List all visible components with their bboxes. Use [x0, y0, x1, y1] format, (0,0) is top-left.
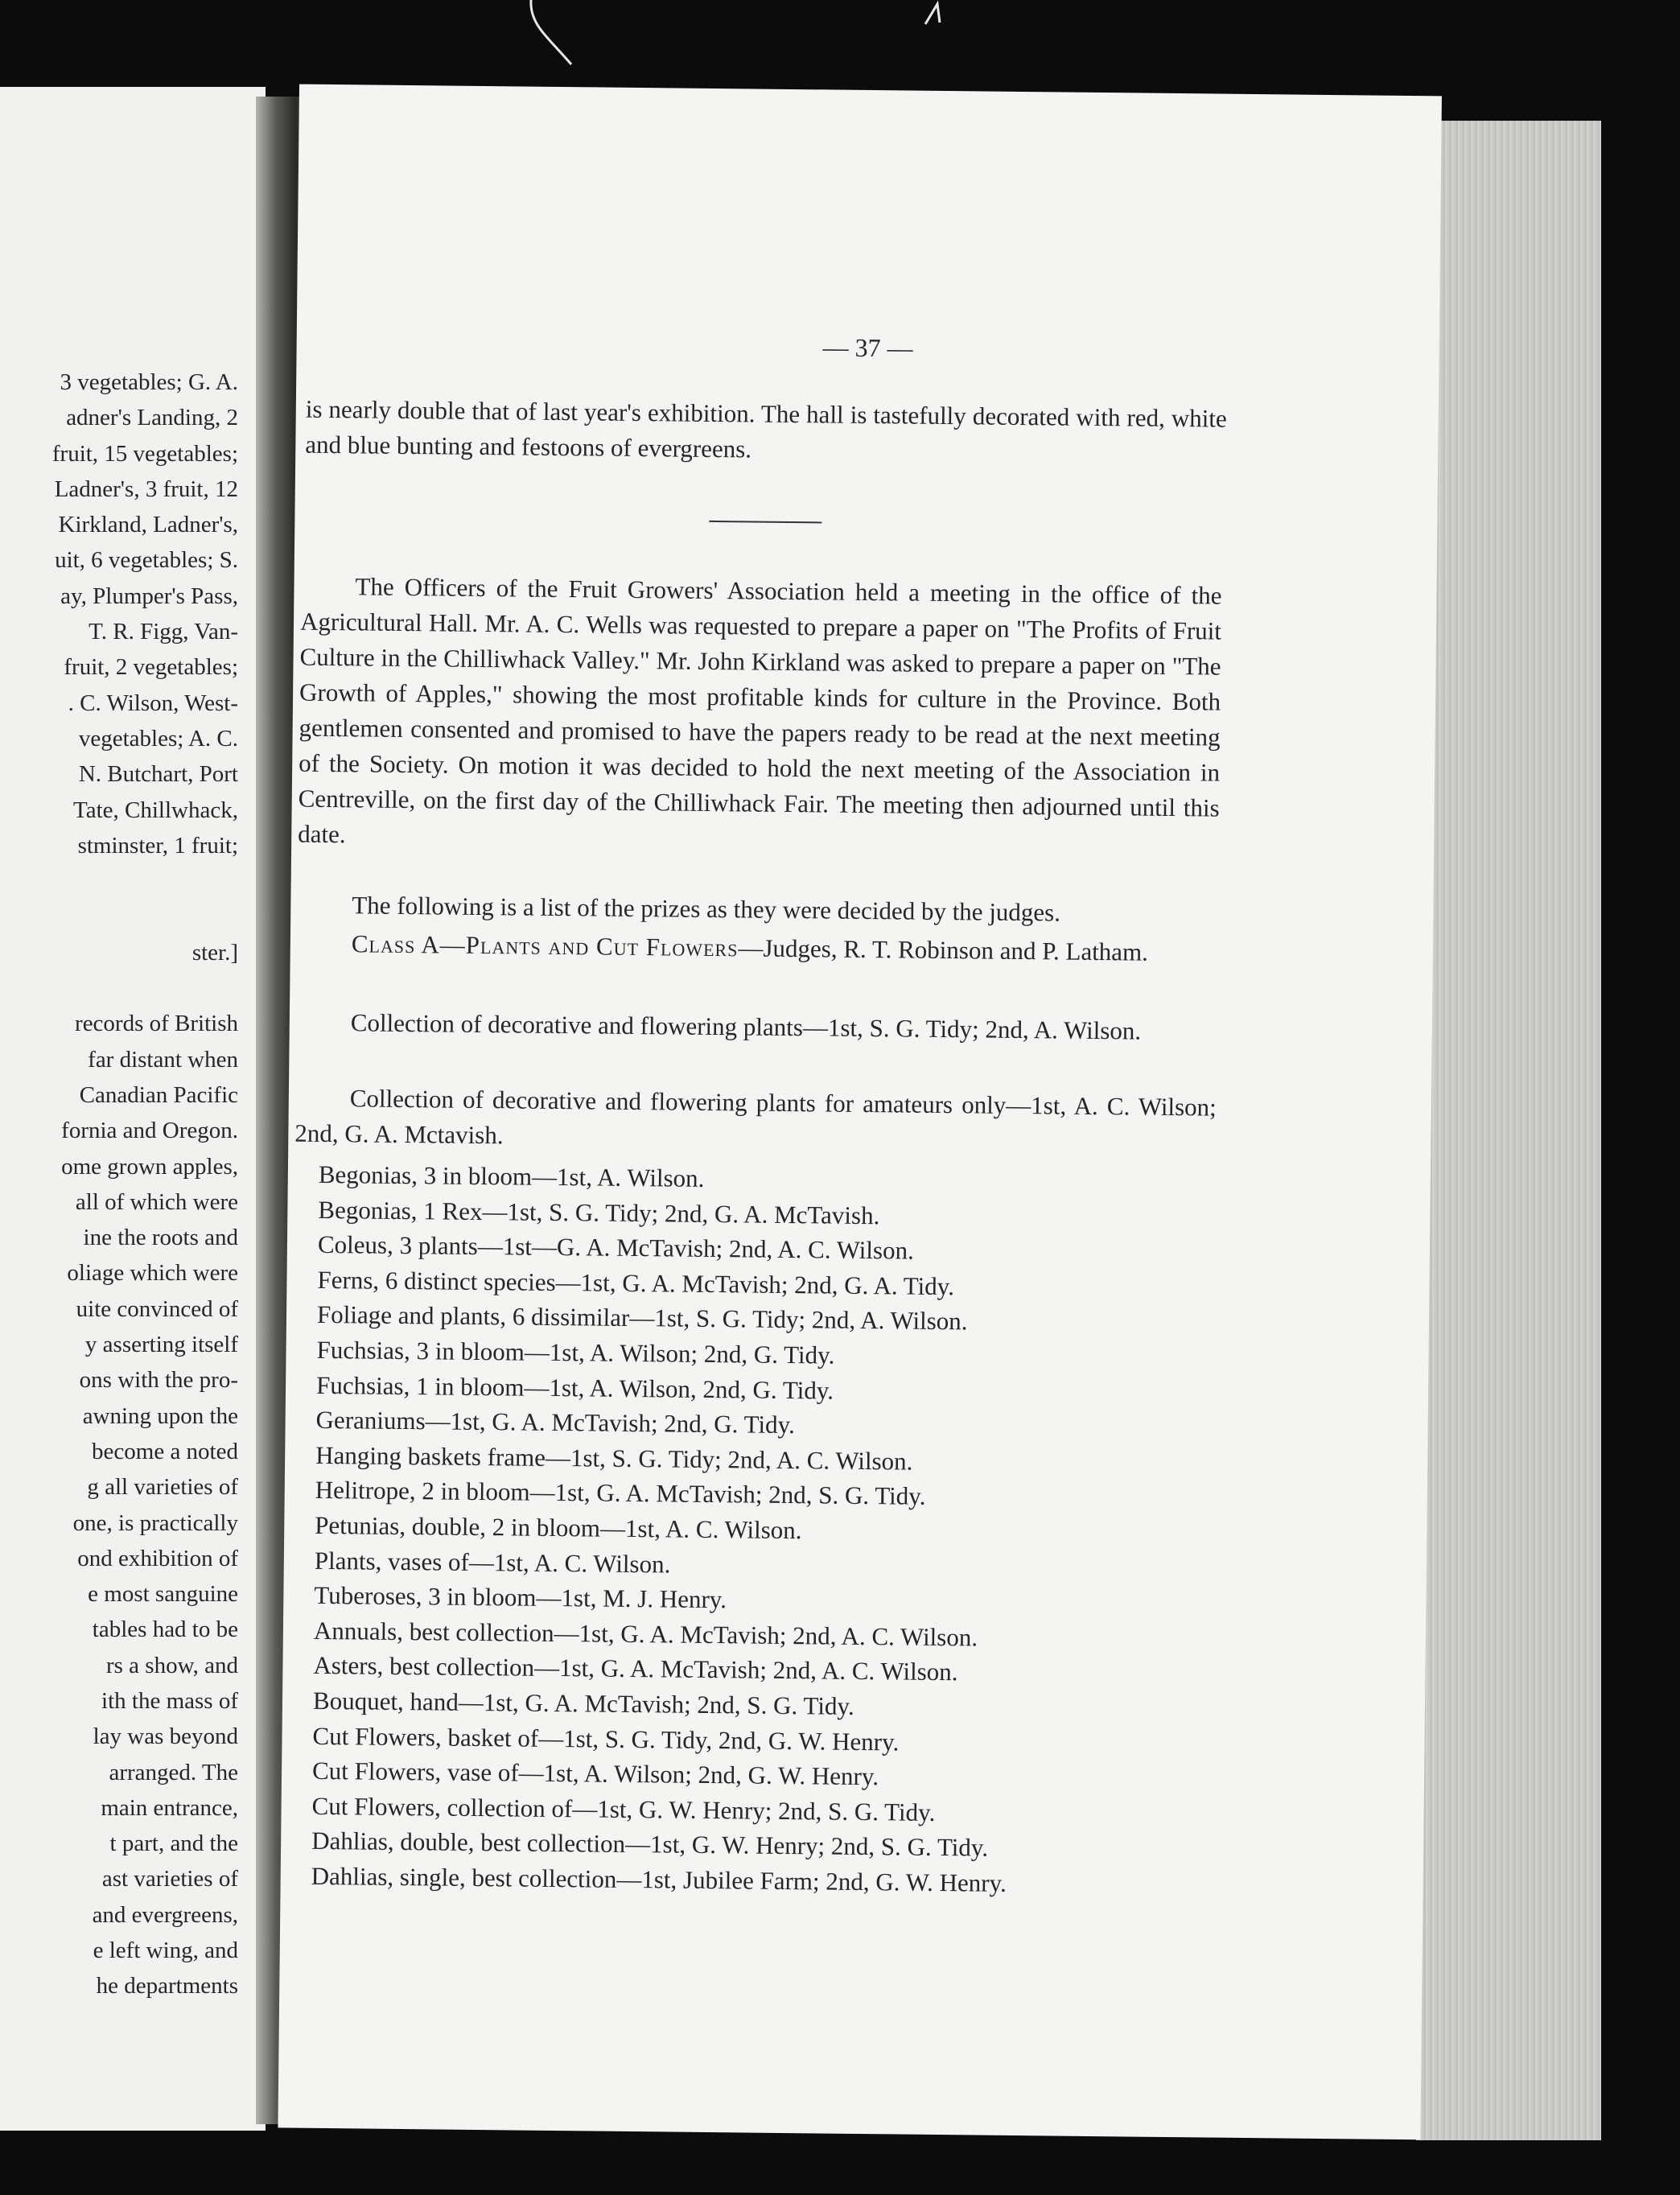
left-page-line: T. R. Figg, Van-	[89, 619, 238, 645]
left-page-line: uite convinced of	[76, 1295, 238, 1322]
left-page-line: g all varieties of	[87, 1474, 238, 1501]
class-a-heading	[297, 926, 1218, 971]
left-page-line: e most sanguine	[88, 1581, 238, 1608]
prize-entry: Dahlias, single, best collection—1st, Jubilee Farm; 2nd, G. W. Henry.	[311, 1861, 1007, 1897]
class-heading-title: Class A—Plants and Cut Flowers	[351, 929, 739, 962]
prize-entry: Dahlias, double, best collection—1st, G. W. Henry; 2nd, S. G. Tidy.	[311, 1826, 989, 1863]
left-page-line	[0, 863, 238, 899]
class-heading-judges: —Judges, R. T. Robinson and P. Latham.	[738, 933, 1149, 966]
left-page-line: he departments	[96, 1973, 238, 1999]
left-page	[0, 87, 266, 2131]
left-page-line: ond exhibition of	[77, 1545, 238, 1571]
left-page-line: all of which were	[75, 1188, 238, 1215]
prize-entry: Coleus, 3 plants—1st—G. A. McTavish; 2nd, A. C. Wilson.	[317, 1230, 914, 1265]
prize-entry: Foliage and plants, 6 dissimilar—1st, S. G. Tidy; 2nd, A. Wilson.	[316, 1300, 968, 1336]
prize-entry: Fuchsias, 3 in bloom—1st, A. Wilson; 2nd, G. Tidy.	[316, 1335, 835, 1369]
prize-list-intro: The following is a list of the prizes as they were decided by the judges.	[352, 891, 1061, 927]
left-page-line: t part, and the	[109, 1831, 238, 1857]
left-page-line	[0, 899, 238, 934]
prize-entry: Begonias, 3 in bloom—1st, A. Wilson.	[318, 1159, 705, 1192]
left-page-line: uit, 6 vegetables; S.	[55, 547, 238, 574]
left-page-line: become a noted	[92, 1438, 238, 1464]
left-page-line: N. Butchart, Port	[78, 761, 238, 788]
left-page-line: Ladner's, 3 fruit, 12	[54, 476, 238, 502]
section-divider	[709, 521, 821, 523]
left-page-line: ast varieties of	[101, 1866, 238, 1892]
left-page-line: ay, Plumper's Pass,	[60, 583, 238, 609]
frame-shadow	[1601, 121, 1680, 2140]
left-page-line: and evergreens,	[92, 1901, 238, 1928]
prize-entry: Bouquet, hand—1st, G. A. McTavish; 2nd, S. G. Tidy.	[312, 1686, 854, 1720]
page-block-edge	[1416, 121, 1609, 2140]
left-page-line: vegetables; A. C.	[78, 725, 238, 752]
prize-entry: Cut Flowers, basket of—1st, S. G. Tidy, 2nd, G. W. Henry.	[312, 1721, 900, 1756]
left-page-line	[0, 970, 238, 1006]
collection-entry: Collection of decorative and flowering plants—1st, S. G. Tidy; 2nd, A. Wilson.	[350, 1008, 1142, 1045]
left-page-line: Tate, Chillwhack,	[73, 797, 238, 823]
left-page-line: one, is practically	[72, 1509, 238, 1536]
left-page-line: fruit, 2 vegetables;	[64, 654, 238, 681]
left-page-line: far distant when	[88, 1046, 238, 1073]
prize-entry: Cut Flowers, collection of—1st, G. W. Henry; 2nd, S. G. Tidy.	[311, 1791, 936, 1826]
left-page-line: oliage which were	[67, 1260, 238, 1287]
left-page-line: main entrance,	[101, 1794, 238, 1821]
left-page-line: arranged. The	[109, 1759, 238, 1785]
collection-amateurs-entry: Collection of decorative and flowering plants for amateurs only—1st, A. C. Wilson; 2nd, G. A. Mctavish.	[294, 1084, 1217, 1150]
prize-entry: Fuchsias, 1 in bloom—1st, A. Wilson, 2nd, G. Tidy.	[315, 1370, 834, 1405]
page-number: — 37 —	[822, 332, 913, 363]
scan-scratch-mark	[515, 0, 579, 72]
left-page-line: fruit, 15 vegetables;	[51, 440, 238, 467]
prize-entry: Hanging baskets frame—1st, S. G. Tidy; 2nd, A. C. Wilson.	[315, 1440, 913, 1476]
left-page-line: rs a show, and	[105, 1652, 238, 1678]
left-page-line: ons with the pro-	[79, 1367, 238, 1394]
left-page-line: e left wing, and	[93, 1938, 238, 1964]
prize-entry: Tuberoses, 3 in bloom—1st, M. J. Henry.	[314, 1581, 727, 1614]
left-page-line: y asserting itself	[84, 1332, 238, 1358]
prize-entry: Annuals, best collection—1st, G. A. McTavish; 2nd, A. C. Wilson.	[313, 1616, 978, 1652]
left-page-line: Canadian Pacific	[79, 1081, 238, 1108]
prize-entry: Plants, vases of—1st, A. C. Wilson.	[314, 1546, 671, 1579]
left-page-line: awning upon the	[82, 1402, 238, 1429]
prize-entry: Ferns, 6 distinct species—1st, G. A. McTavish; 2nd, G. A. Tidy.	[317, 1265, 955, 1300]
prize-entry: Asters, best collection—1st, G. A. McTavish; 2nd, A. C. Wilson.	[313, 1651, 958, 1686]
left-page-text	[0, 364, 238, 2004]
left-page-line: adner's Landing, 2	[66, 405, 238, 431]
left-page-line: lay was beyond	[93, 1723, 238, 1750]
left-page-line: ine the roots and	[83, 1225, 238, 1251]
prize-entry: Geraniums—1st, G. A. McTavish; 2nd, G. Tidy.	[315, 1406, 795, 1439]
left-page-line: Kirkland, Ladner's,	[58, 512, 238, 538]
left-page-line: tables had to be	[92, 1616, 238, 1643]
right-page	[278, 84, 1442, 2140]
meeting-paragraph: The Officers of the Fruit Growers' Association held a meeting in the office of the Agricultural Hall. Mr. A. C. Wells was requested to prepare a paper on "The Profits of Fruit Culture in the Chilliwhack Valley." Mr. John Kirkland was asked to prepare a paper on "The Growth of Apples," showing the most profitable kinds for culture in the Province. Both gentlemen consented and promised to have the papers ready to be read at the next meeting of the Society. On motion it was decided to hold the next meeting of the Association in Centreville, on the first day of the Chilliwhack Fair. The meeting then adjourned until this date.	[298, 572, 1222, 849]
left-page-line: . C. Wilson, West-	[68, 690, 238, 716]
prize-entry: Helitrope, 2 in bloom—1st, G. A. McTavish; 2nd, S. G. Tidy.	[315, 1476, 926, 1511]
opening-paragraph: is nearly double that of last year's exhibition. The hall is tastefully decorated with red, white and blue bunting and festoons of evergreens.	[305, 394, 1227, 463]
left-page-line: ster.]	[191, 939, 238, 966]
left-page-line: fornia and Oregon.	[61, 1118, 238, 1144]
prize-entry: Cut Flowers, vase of—1st, A. Wilson; 2nd, G. W. Henry.	[311, 1756, 879, 1791]
left-page-line: stminster, 1 fruit;	[77, 832, 238, 859]
left-page-line: ith the mass of	[101, 1687, 238, 1714]
left-page-line: 3 vegetables; G. A.	[60, 369, 238, 395]
left-page-line: records of British	[75, 1011, 238, 1037]
prize-entry: Petunias, double, 2 in bloom—1st, A. C. Wilson.	[315, 1510, 802, 1545]
prize-entry: Begonias, 1 Rex—1st, S. G. Tidy; 2nd, G. A. McTavish.	[318, 1195, 880, 1229]
scan-scratch-mark	[917, 0, 949, 32]
left-page-line: ome grown apples,	[61, 1153, 238, 1180]
